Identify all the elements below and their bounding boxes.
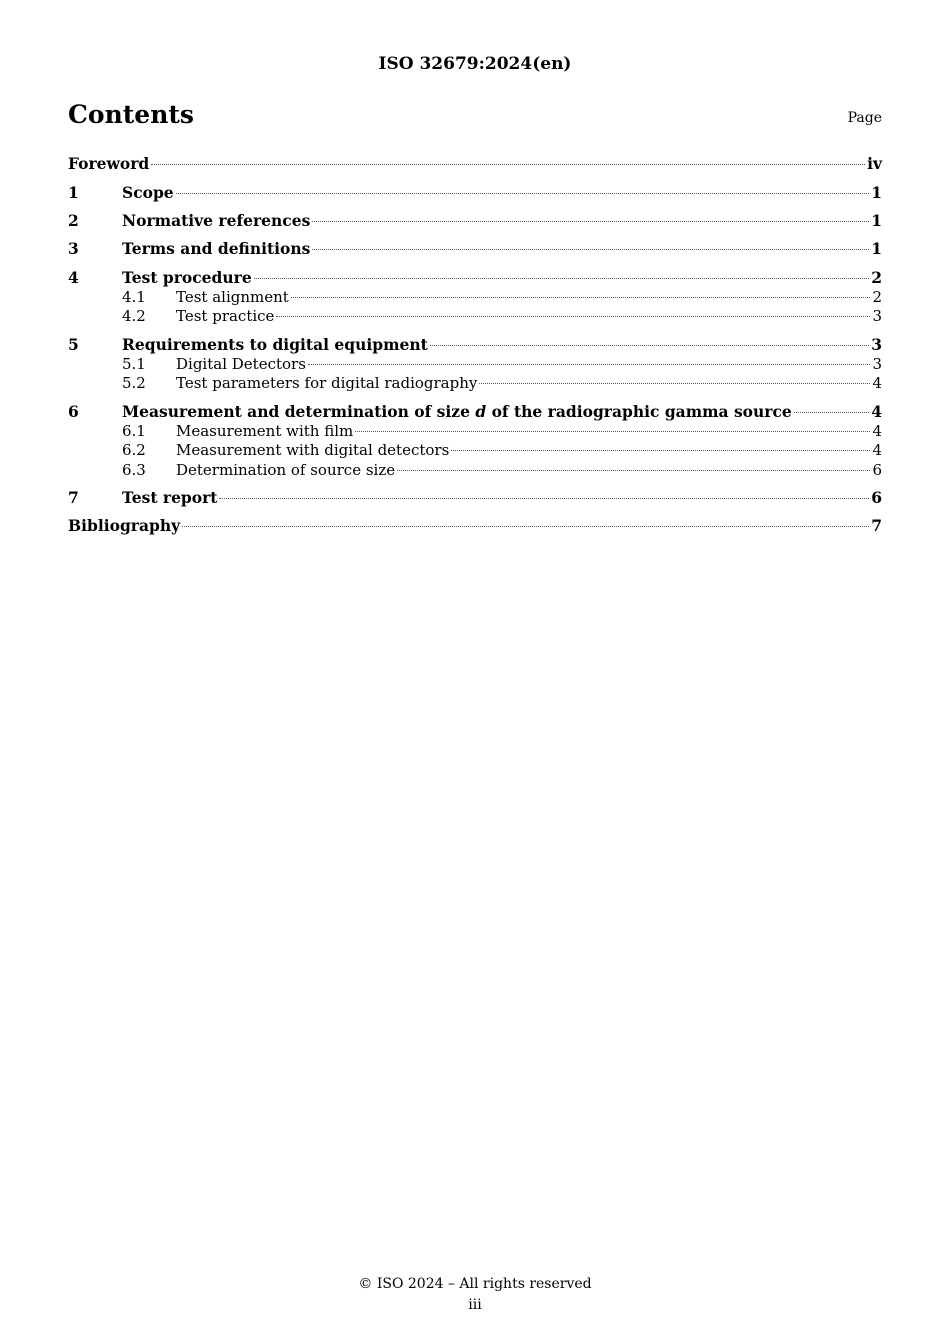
dot-leader: [254, 278, 870, 279]
toc-entry-title-part: Measurement and determination of size: [122, 402, 476, 421]
toc-entry-test-alignment[interactable]: [68, 287, 882, 307]
footer-page-number: iii: [468, 1297, 482, 1313]
toc-entry-scope[interactable]: [68, 183, 882, 203]
toc-entry-page: 3: [872, 355, 882, 373]
dot-leader: [219, 498, 869, 499]
toc-entry-number: 4.1: [122, 288, 146, 306]
toc-entry-title: Measurement with film: [176, 422, 354, 440]
toc-entry-foreword[interactable]: [68, 154, 882, 174]
toc-entry-number: 1: [68, 183, 79, 202]
toc-entry-number: 6: [68, 402, 79, 421]
toc-entry-number: 5: [68, 335, 79, 354]
toc-entry-page: 2: [872, 288, 882, 306]
toc-entry-number: 4: [68, 268, 79, 287]
toc-entry-page: 7: [871, 516, 882, 535]
toc-entry-measurement-determination[interactable]: [68, 402, 882, 422]
document-id: ISO 32679:2024(en): [378, 54, 572, 74]
toc-entry-title: Requirements to digital equipment: [122, 335, 428, 354]
toc-entry-test-procedure[interactable]: [68, 268, 882, 288]
dot-leader: [291, 297, 871, 298]
toc-entry-source-size[interactable]: [68, 460, 882, 480]
toc-entry-requirements-digital-equipment[interactable]: [68, 335, 882, 355]
toc-entry-title: Determination of source size: [176, 461, 396, 479]
toc-entry-number: 5.1: [122, 355, 146, 373]
toc-entry-page: iv: [867, 154, 882, 173]
dot-leader: [451, 450, 870, 451]
toc-entry-title: Test procedure: [122, 268, 252, 287]
toc-entry-terms-and-definitions[interactable]: [68, 239, 882, 259]
toc-entry-measurement-digital-detectors[interactable]: [68, 440, 882, 460]
toc-entry-page: 1: [871, 239, 882, 258]
toc-entry-page: 2: [871, 268, 882, 287]
toc-entry-digital-detectors[interactable]: [68, 354, 882, 374]
dot-leader: [355, 431, 870, 432]
toc-entry-test-report[interactable]: [68, 488, 882, 508]
toc-entry-title: Foreword: [68, 154, 150, 173]
toc-entry-page: 4: [872, 441, 882, 459]
dot-leader: [151, 164, 865, 165]
toc-entry-test-parameters[interactable]: [68, 373, 882, 393]
toc-entry-page: 1: [871, 211, 882, 230]
toc-entry-page: 4: [871, 402, 882, 421]
toc-entry-page: 4: [872, 422, 882, 440]
toc-entry-number: 6.3: [122, 461, 146, 479]
toc-entry-number: 5.2: [122, 374, 146, 392]
dot-leader: [397, 470, 870, 471]
toc-entry-title: Test alignment: [176, 288, 289, 306]
toc-entry-number: 6.2: [122, 441, 146, 459]
toc-entry-page: 1: [871, 183, 882, 202]
toc-entry-normative-references[interactable]: [68, 211, 882, 231]
toc-entry-title: Terms and definitions: [122, 239, 311, 258]
dot-leader: [479, 383, 870, 384]
toc-entry-test-practice[interactable]: [68, 306, 882, 326]
toc-entry-bibliography[interactable]: [68, 516, 882, 536]
toc-entry-page: 6: [872, 461, 882, 479]
toc-entry-title: Normative references: [122, 211, 311, 230]
toc-entry-page: 3: [872, 307, 882, 325]
dot-leader: [176, 193, 870, 194]
toc-entry-number: 3: [68, 239, 79, 258]
toc-entry-title: Digital Detectors: [176, 355, 306, 373]
dot-leader: [308, 364, 871, 365]
toc-entry-number: 2: [68, 211, 79, 230]
toc-entry-title: Bibliography: [68, 516, 181, 535]
page-column-label: Page: [847, 110, 882, 126]
dot-leader: [312, 249, 869, 250]
dot-leader: [794, 412, 869, 413]
toc-entry-title: Test practice: [176, 307, 275, 325]
toc-entry-title: Test report: [122, 488, 218, 507]
dot-leader: [312, 221, 869, 222]
footer-copyright: © ISO 2024 – All rights reserved: [358, 1276, 592, 1292]
toc-entry-title: Test parameters for digital radiography: [176, 374, 478, 392]
toc-entry-measurement-film[interactable]: [68, 421, 882, 441]
toc-entry-page: 4: [872, 374, 882, 392]
toc-entry-title: Scope: [122, 183, 174, 202]
toc-entry-title: Measurement with digital detectors: [176, 441, 450, 459]
contents-title: Contents: [68, 100, 195, 129]
toc-entry-number: 6.1: [122, 422, 146, 440]
toc-entry-number: 4.2: [122, 307, 146, 325]
dot-leader: [276, 316, 870, 317]
dot-leader: [182, 526, 869, 527]
dot-leader: [430, 345, 869, 346]
toc-entry-title-variable: d: [475, 402, 487, 421]
toc-entry-number: 7: [68, 488, 79, 507]
toc-entry-page: 3: [871, 335, 882, 354]
toc-entry-page: 6: [871, 488, 882, 507]
toc-entry-title: [122, 402, 792, 422]
toc-entry-title-part: of the radiographic gamma source: [486, 402, 792, 421]
